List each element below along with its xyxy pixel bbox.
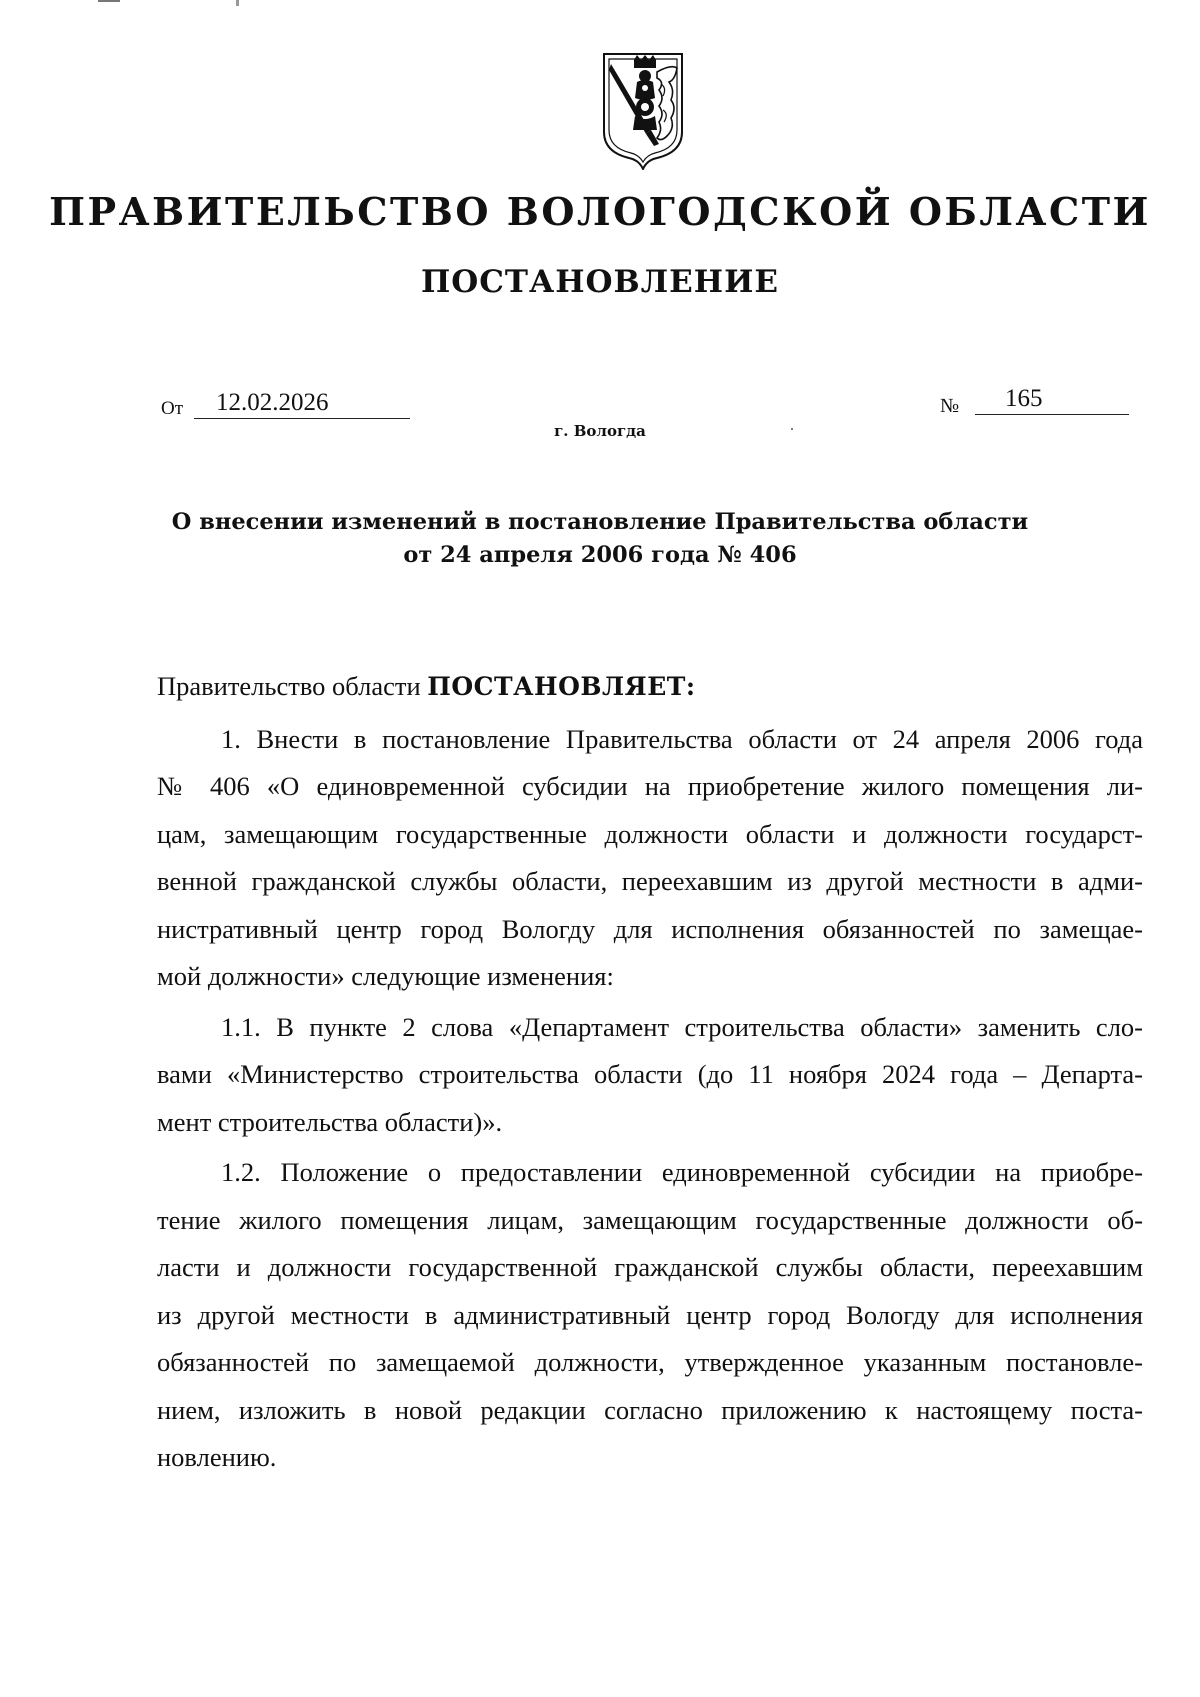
- document-body: [157, 663, 1143, 1485]
- intro-keyword: ПОСТАНОВЛЯЕТ:: [427, 672, 696, 701]
- subject-line: от 24 апреля 2006 года № 406: [403, 542, 797, 568]
- text-line: нистративный центр город Вологду для исполнения обязанностей по замещае-: [157, 913, 1143, 944]
- text-line: № 406 «О единовременной субсидии на приобретение жилого помещения ли-: [157, 771, 1143, 801]
- document-number: 165: [1005, 385, 1043, 412]
- resolution-intro: [157, 663, 1143, 711]
- paragraph-1: [157, 716, 1143, 1001]
- scan-artifact: [236, 0, 239, 6]
- text-line: вами «Министерство строительства области (до 11 ноября 2024 года – Департа-: [157, 1059, 1143, 1089]
- text-line: тение жилого помещения лицам, замещающим государственные должности об-: [157, 1204, 1143, 1235]
- text-line: мент строительства области)».: [157, 1106, 503, 1137]
- subject-line: О внесении изменений в постановление Правительства области: [171, 509, 1029, 535]
- text-line: 1.1. В пункте 2 слова «Департамент строительства области» заменить сло-: [221, 1011, 1143, 1042]
- text-line: нием, изложить в новой редакции согласно приложению к настоящему поста-: [157, 1394, 1143, 1425]
- number-prefix: №: [940, 395, 960, 417]
- document-type-title: ПОСТАНОВЛЕНИЕ: [420, 264, 779, 300]
- text-line: 1. Внести в постановление Правительства области от 24 апреля 2006 года: [221, 723, 1143, 754]
- coat-of-arms-icon: [601, 52, 685, 170]
- paragraph-1-1: [157, 1004, 1143, 1147]
- document-date: 12.02.2026: [216, 389, 329, 416]
- text-line: обязанностей по замещаемой должности, утвержденное указанным постановле-: [157, 1347, 1143, 1377]
- text-line: 1.2. Положение о предоставлении единовременной субсидии на приобре-: [221, 1157, 1143, 1187]
- paragraph-1-2: [157, 1149, 1143, 1482]
- text-line: мой должности» следующие изменения:: [157, 961, 614, 991]
- text-line: ласти и должности государственной гражданской службы области, переехавшим: [157, 1252, 1143, 1282]
- organization-title: ПРАВИТЕЛЬСТВО ВОЛОГОДСКОЙ ОБЛАСТИ: [49, 189, 1151, 234]
- intro-text: Правительство области: [157, 671, 428, 701]
- document-city: г. Вологда: [554, 422, 646, 440]
- text-line: цам, замещающим государственные должности области и должности государст-: [157, 818, 1143, 849]
- text-line: новлению.: [157, 1442, 277, 1472]
- text-line: венной гражданской службы области, переехавшим из другой местности в адми-: [157, 866, 1143, 896]
- document-subject: [0, 506, 1200, 572]
- number-underline: [975, 414, 1129, 415]
- date-underline: [194, 418, 410, 419]
- scan-artifact: [791, 428, 793, 430]
- text-line: из другой местности в административный центр город Вологду для исполнения: [157, 1299, 1143, 1330]
- scan-artifact: [98, 0, 120, 2]
- date-prefix: От: [161, 398, 184, 419]
